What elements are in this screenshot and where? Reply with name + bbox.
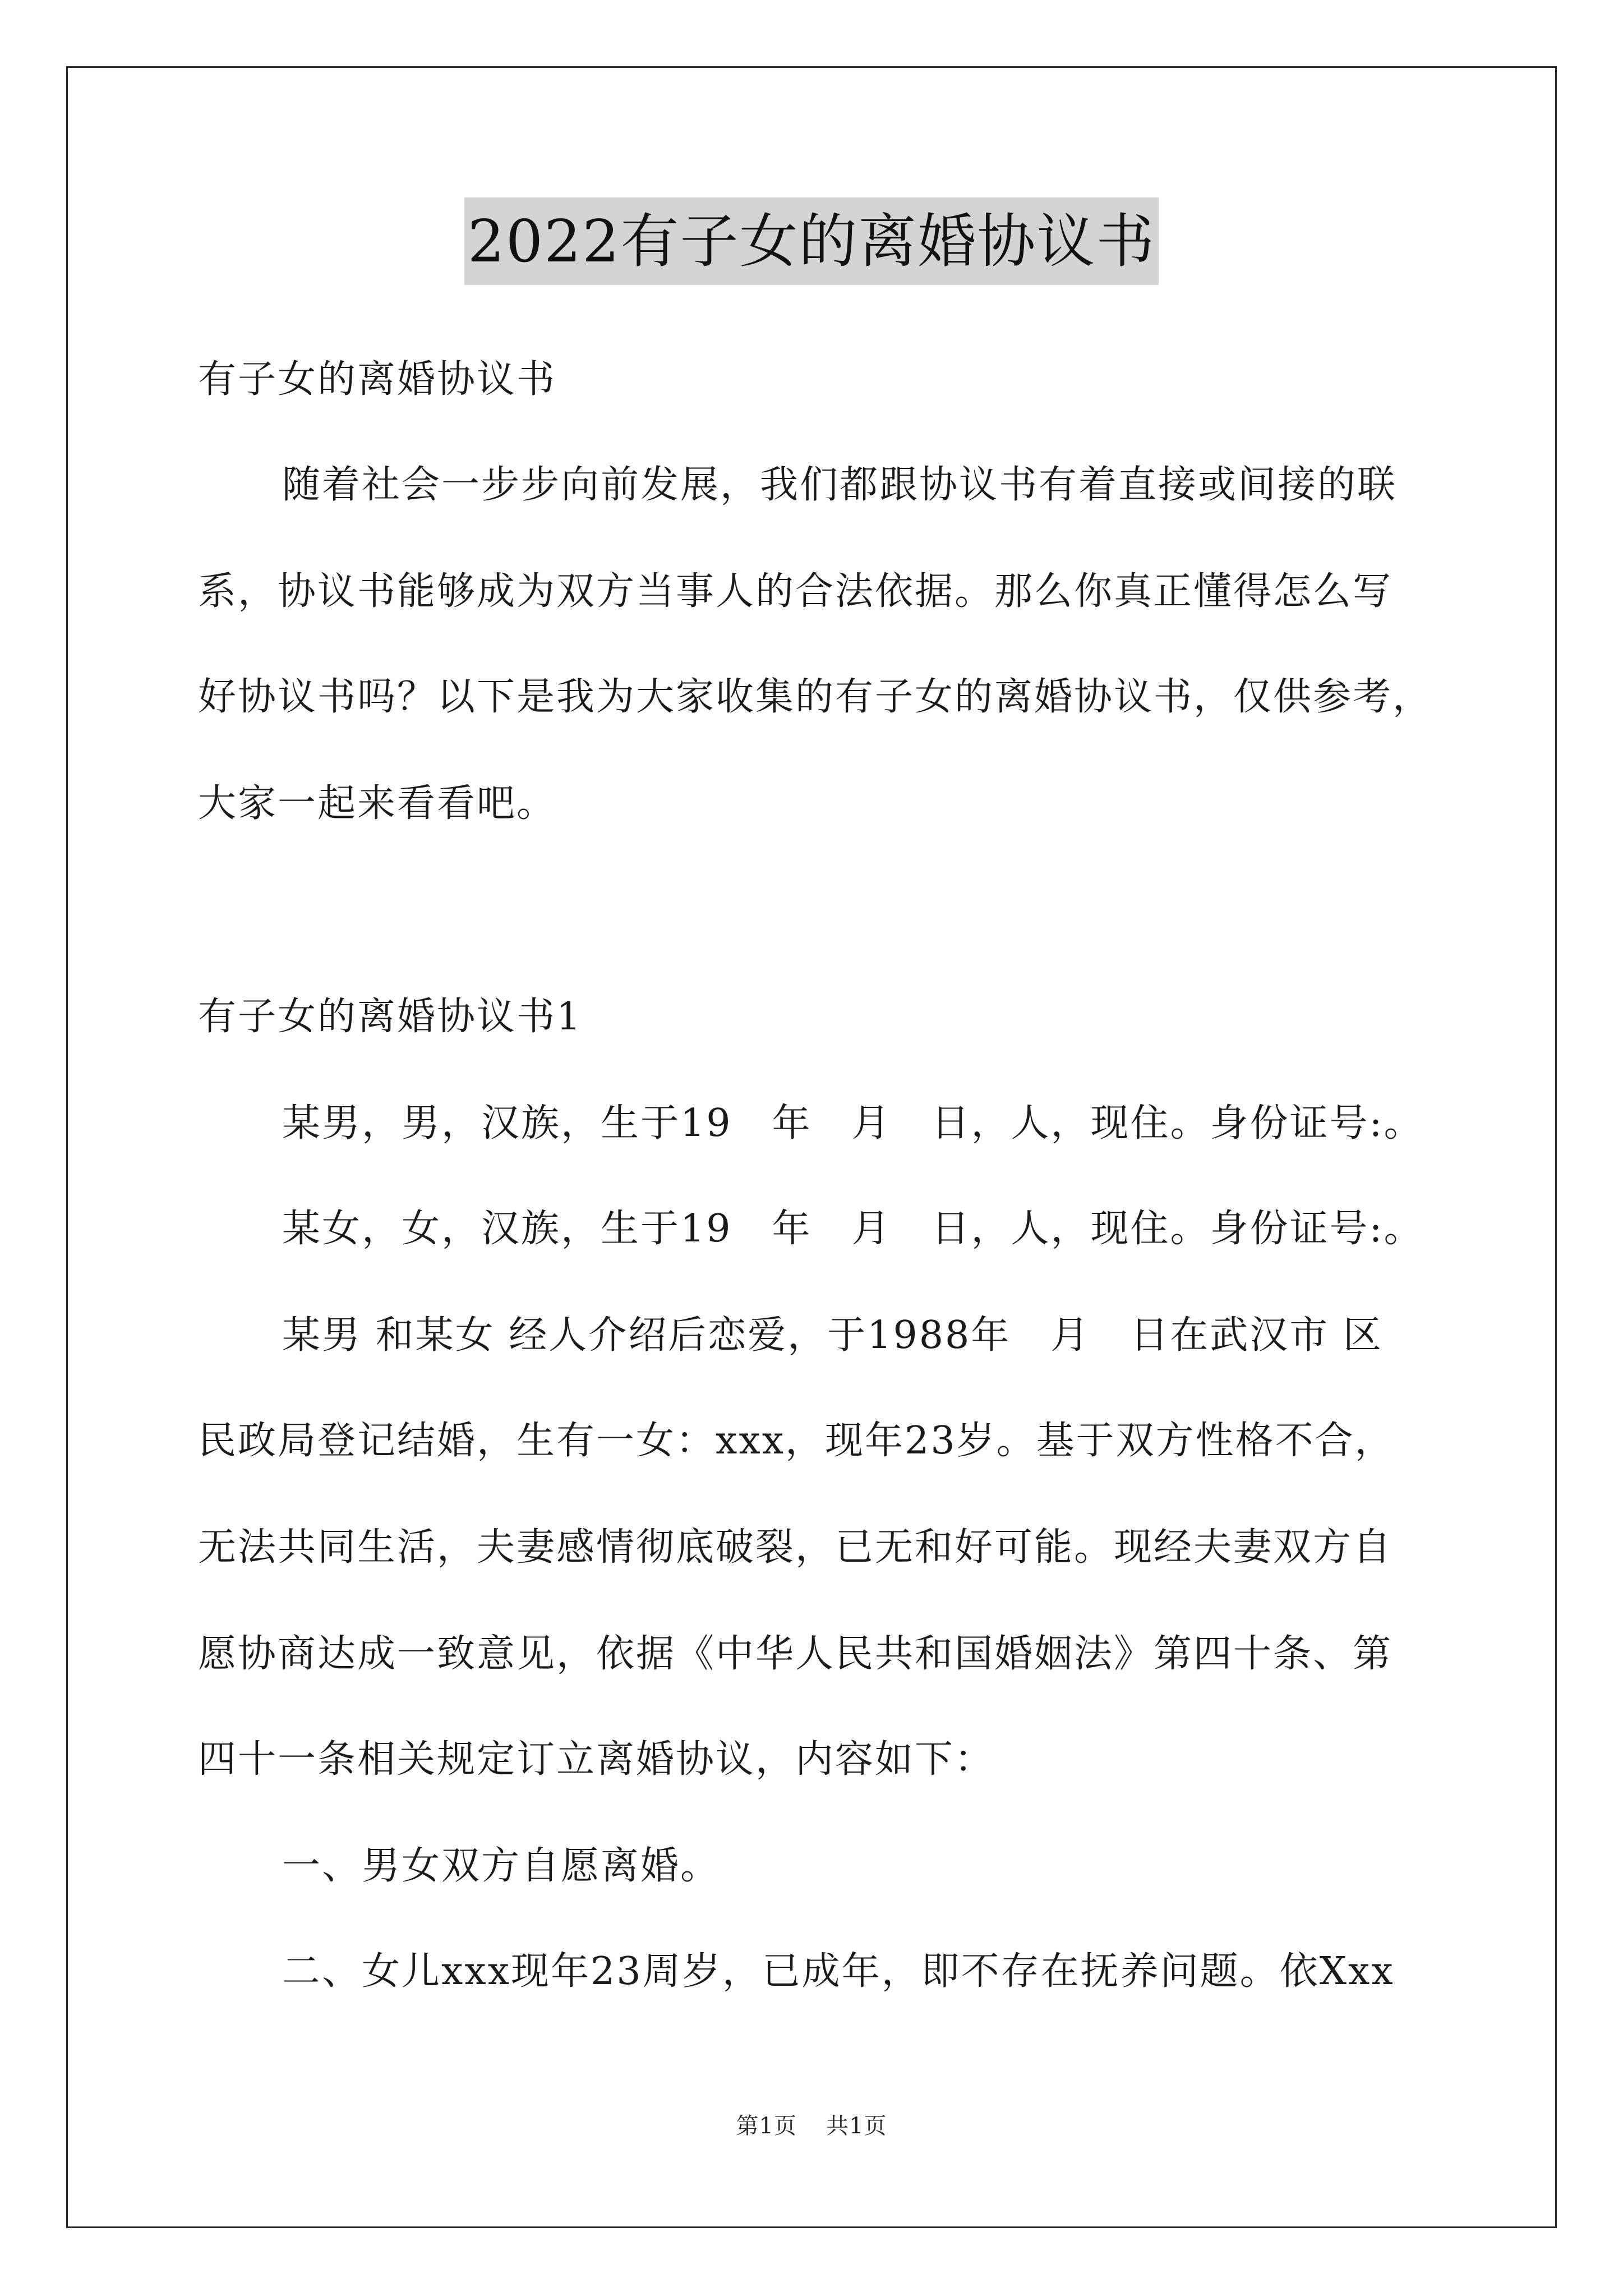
intro-paragraph-line: 好协议书吗？以下是我为大家收集的有子女的离婚协议书，仅供参考， [198,675,1433,719]
page-total: 共1页 [826,2113,887,2139]
body-paragraph-line: 愿协商达成一致意见，依据《中华人民共和国婚姻法》第四十条、第 [198,1632,1393,1676]
section-heading: 有子女的离婚协议书1 [198,995,583,1039]
clause-line: 一、男女双方自愿离婚。 [282,1844,721,1888]
page-footer [0,2110,1623,2142]
body-paragraph-line: 民政局登记结婚，生有一女：xxx，现年23岁。基于双方性格不合， [198,1419,1395,1463]
section-heading: 有子女的离婚协议书 [198,357,557,402]
party-man-line: 某男，男，汉族，生于19 年 月 日，人，现住。身份证号:。 [282,1101,1424,1145]
intro-paragraph-line: 随着社会一步步向前发展，我们都跟协议书有着直接或间接的联 [282,463,1398,507]
document-title: 2022有子女的离婚协议书 [464,197,1159,285]
title-container [0,197,1623,285]
page-number: 第1页 [736,2113,797,2139]
clause-line: 二、女儿xxx现年23周岁，已成年，即不存在抚养问题。依Xxx [282,1949,1395,1994]
body-paragraph-line: 四十一条相关规定订立离婚协议，内容如下： [198,1737,995,1782]
intro-paragraph-line: 系，协议书能够成为双方当事人的合法依据。那么你真正懂得怎么写 [198,569,1393,614]
party-woman-line: 某女，女，汉族，生于19 年 月 日，人，现住。身份证号:。 [282,1207,1424,1251]
body-paragraph-line: 无法共同生活，夫妻感情彻底破裂，已无和好可能。现经夫妻双方自 [198,1525,1393,1570]
body-paragraph-line: 某男 和某女 经人介绍后恋爱，于1988年 月 日在武汉市 区 [282,1313,1383,1358]
intro-paragraph-line: 大家一起来看看吧。 [198,781,557,826]
